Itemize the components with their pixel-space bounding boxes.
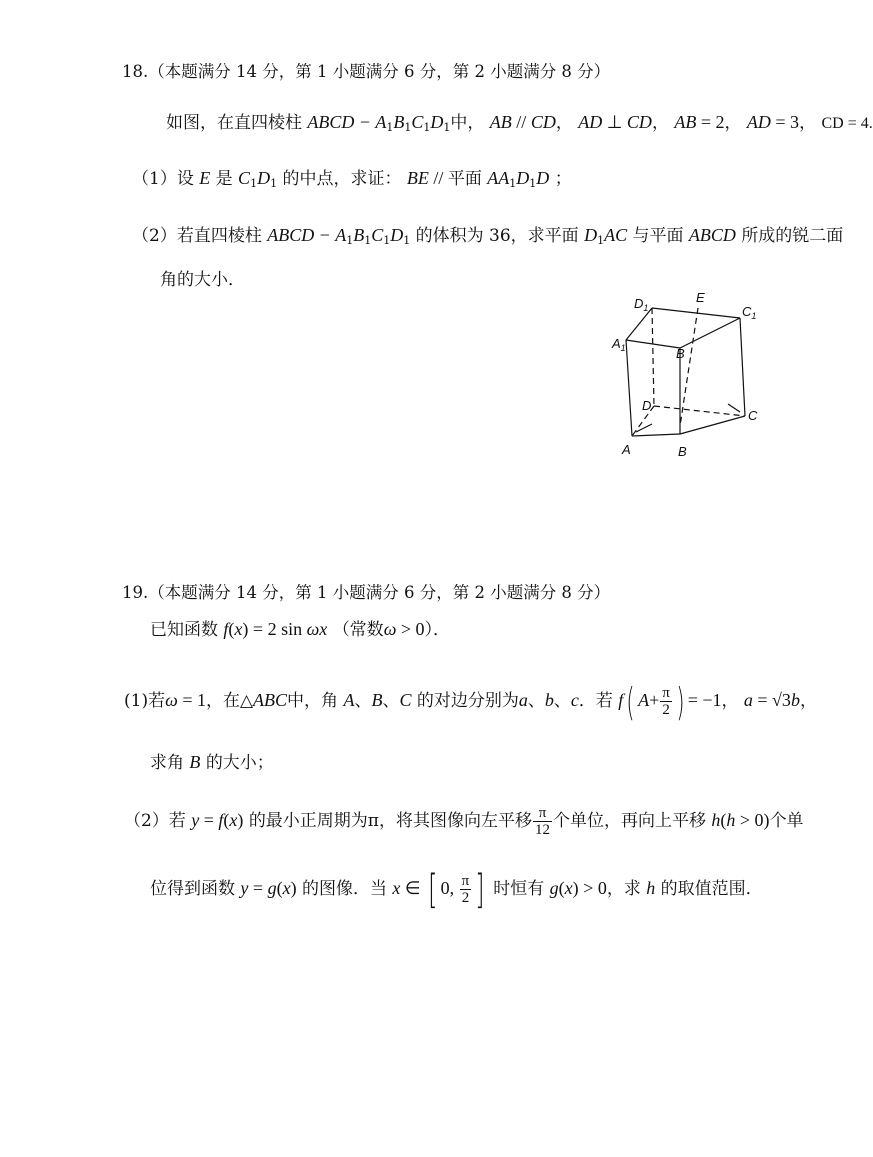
question-18-header: 18.（本题满分 14 分，第 1 小题满分 6 分，第 2 小题满分 8 分）: [122, 62, 611, 81]
label-B1: B: [676, 346, 685, 361]
question-18-part2: （2）若直四棱柱 ABCD − $A_1B_1C_1D_1$ 的体积为 36，求平面 $D_1AC$ 与平面 ABCD 所成的锐二面: [132, 225, 844, 247]
question-18-part2-cont: 角的大小．: [160, 270, 245, 290]
label-E: E: [696, 290, 705, 305]
label-A: A: [622, 442, 631, 457]
label-B: B: [678, 444, 687, 459]
question-19-part2: （2）若 y = f(x) 的最小正周期为π，将其图像向左平移 $\frac{\pi}{12}$ 个单位，再向上平移 h(h > 0)个单: [124, 805, 804, 838]
question-19-part2-cont: 位得到函数 y = g(x) 的图像．当 x ∈ [ 0, $\frac{\pi}{2}$ ] 时恒有 g(x) > 0，求 h 的取值范围．: [150, 866, 763, 913]
question-19-header: 19.（本题满分 14 分，第 1 小题满分 6 分，第 2 小题满分 8 分）: [122, 583, 611, 602]
label-D: D: [642, 398, 652, 413]
question-18-intro: 如图，在直四棱柱 ABCD − $A_1B_1C_1D_1$中， AB // CD， AD ⊥ CD， AB = 2， AD = 3， CD = 4.: [166, 112, 873, 134]
label-A1: $A_1$: [612, 336, 626, 353]
prism-figure: [600, 286, 770, 466]
question-18-part1: （1）设 E 是 $C_1D_1$ 的中点，求证： BE // 平面 $AA_1D_1D$ ；: [132, 168, 572, 190]
label-C1: $C_1$: [742, 304, 757, 321]
question-19-part1: (1)若ω = 1，在△ABC中，角 A、B、C 的对边分别为a、b、c．若 f( A+ $\frac{\pi}{2}$ ) = −1， a = √3b，: [124, 679, 817, 724]
question-19-part1-cont: 求角 B 的大小；: [150, 752, 274, 773]
label-C: C: [748, 408, 758, 423]
question-19-intro: 已知函数 f(x) = 2 sin ωx （常数ω > 0）．: [150, 619, 451, 640]
label-D1: $D_1$: [634, 296, 649, 313]
